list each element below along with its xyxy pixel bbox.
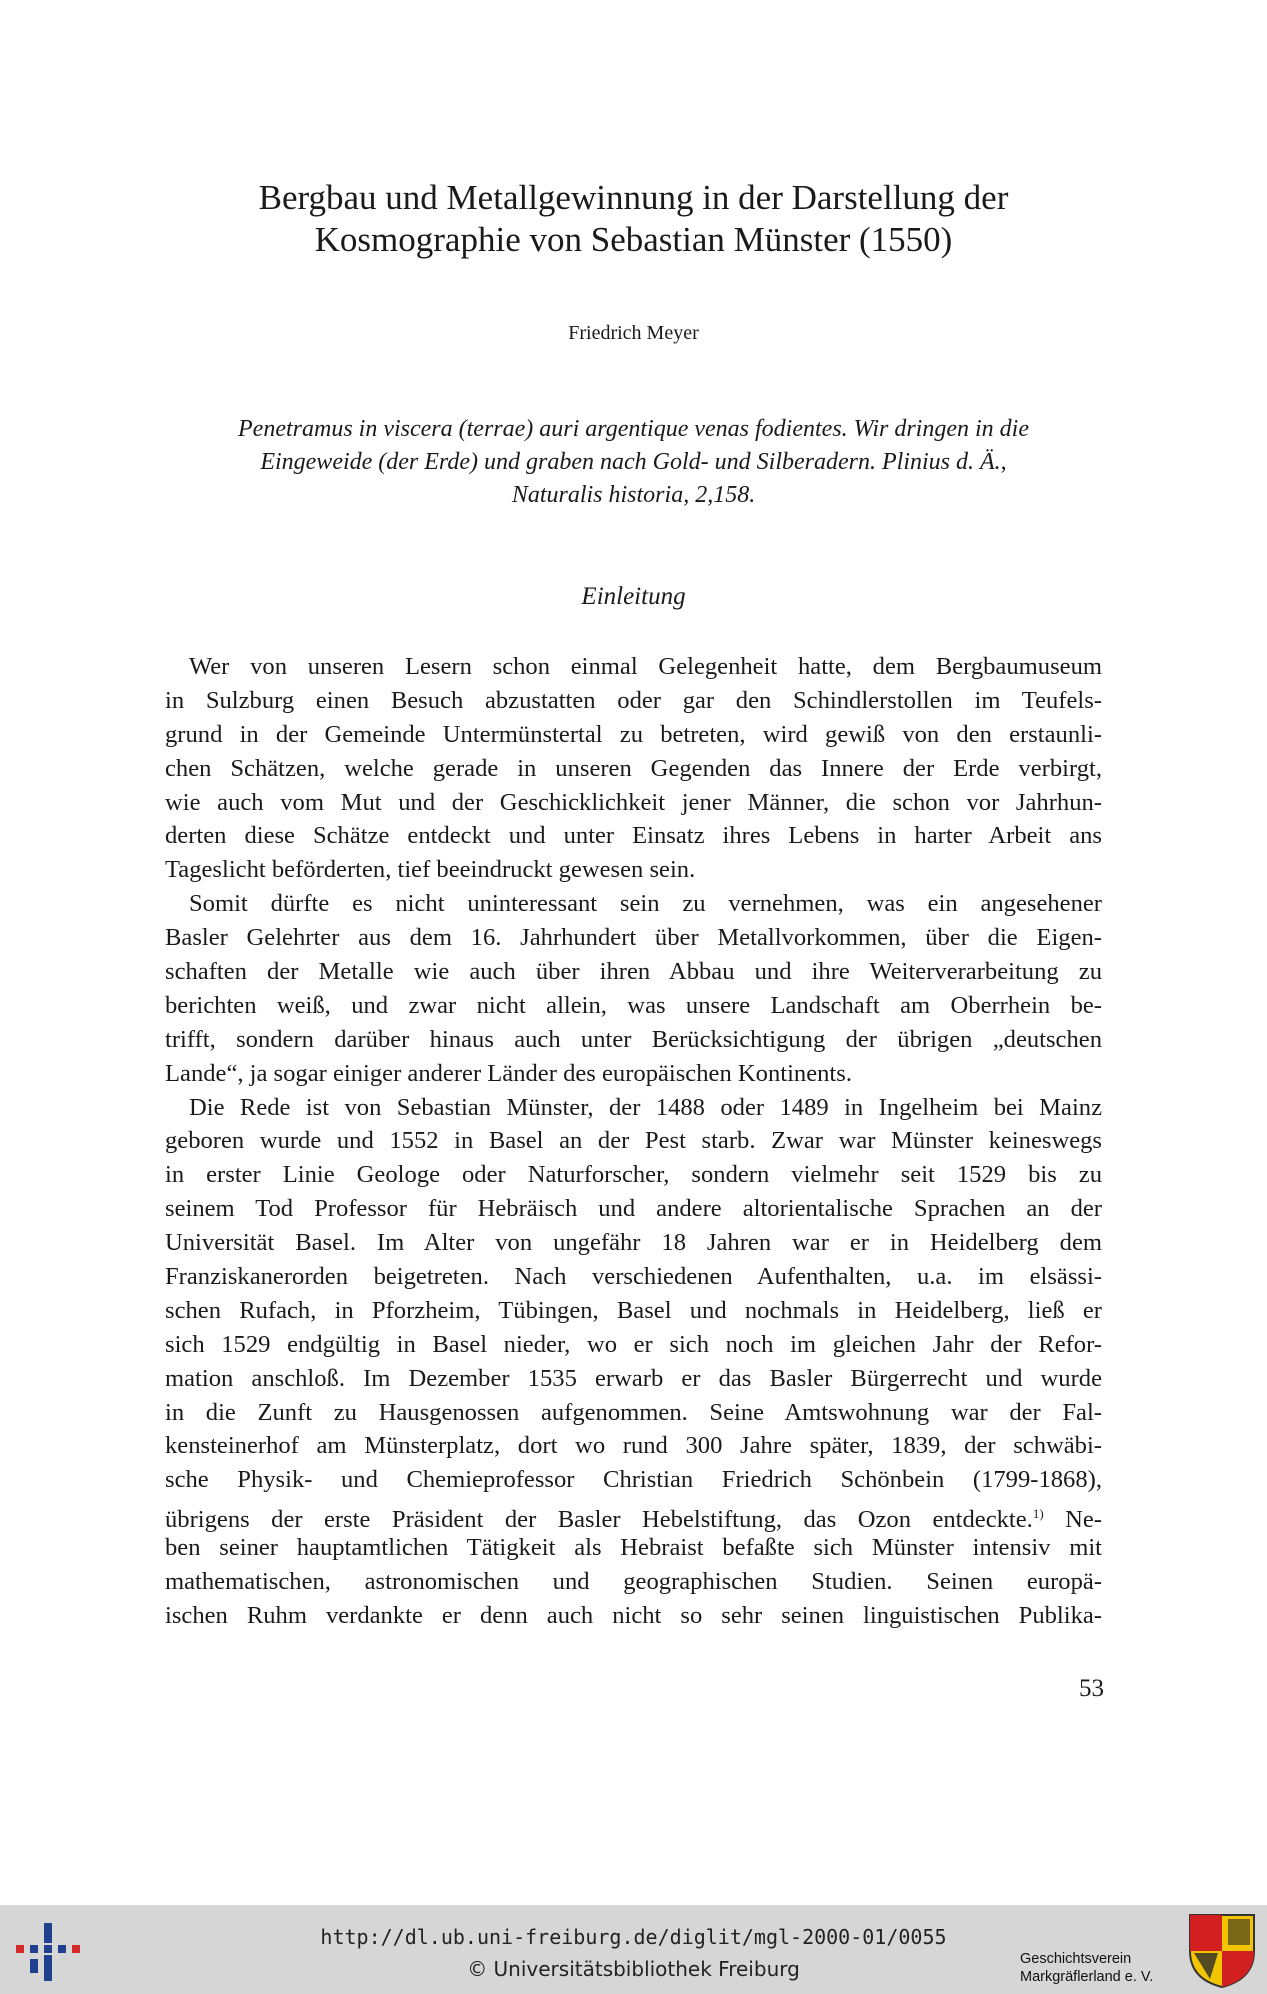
body-line: Universität Basel. Im Alter von ungefähr 18 Jahren war er in Heidelberg dem bbox=[165, 1229, 1102, 1257]
library-logo-icon bbox=[14, 1915, 84, 1985]
coat-of-arms-icon bbox=[1188, 1913, 1256, 1989]
epigraph bbox=[150, 413, 1117, 512]
body-line: ischen Ruhm verdankte er denn auch nicht so sehr seinen linguistischen Publika- bbox=[165, 1601, 1102, 1629]
body-line: Tageslicht beförderten, tief beeindruckt gewesen sein. bbox=[165, 856, 696, 884]
body-line: Somit dürfte es nicht uninteressant sein zu vernehmen, was ein angesehener bbox=[189, 890, 1102, 918]
body-line: berichten weiß, und zwar nicht allein, was unsere Landschaft am Oberrhein be- bbox=[165, 991, 1102, 1019]
body-line: schaften der Metalle wie auch über ihren Abbau und ihre Weiterverarbeitung zu bbox=[165, 958, 1102, 986]
body-line: geboren wurde und 1552 in Basel an der Pest starb. Zwar war Münster keineswegs bbox=[165, 1127, 1102, 1155]
document-url[interactable]: http://dl.ub.uni-freiburg.de/diglit/mgl-2000-01/0055 bbox=[320, 1925, 947, 1949]
footer-bar bbox=[0, 1905, 1267, 1994]
article-title bbox=[160, 177, 1107, 261]
body-line: seinem Tod Professor für Hebräisch und andere altorientalische Sprachen an der bbox=[165, 1195, 1102, 1223]
body-line: sich 1529 endgültig in Basel nieder, wo er sich noch im gleichen Jahr der Refor- bbox=[165, 1330, 1102, 1358]
body-line: Franziskanerorden beigetreten. Nach verschiedenen Aufenthalten, u.a. im elsässi- bbox=[165, 1263, 1102, 1291]
society-name bbox=[1020, 1950, 1153, 1986]
society-line-2: Markgräflerland e. V. bbox=[1020, 1969, 1154, 1985]
author-name: Friedrich Meyer bbox=[568, 322, 699, 344]
body-line: Lande“, ja sogar einiger anderer Länder des europäischen Kontinents. bbox=[165, 1059, 852, 1087]
body-text bbox=[165, 650, 1102, 1633]
body-line-with-footnote bbox=[165, 1497, 1102, 1534]
page-number: 53 bbox=[1079, 1675, 1104, 1702]
body-line: Wer von unseren Lesern schon einmal Gelegenheit hatte, dem Bergbaumuseum bbox=[189, 653, 1102, 680]
copyright-notice: © Universitätsbibliothek Freiburg bbox=[467, 1957, 800, 1981]
body-line: Die Rede ist von Sebastian Münster, der 1488 oder 1489 in Ingelheim bei Mainz bbox=[189, 1093, 1102, 1121]
footnote-marker: 1) bbox=[1032, 1506, 1044, 1522]
body-line: schen Rufach, in Pforzheim, Tübingen, Basel und nochmals in Heidelberg, ließ er bbox=[165, 1296, 1102, 1324]
body-line: in erster Linie Geologe oder Naturforscher, sondern vielmehr seit 1529 bis zu bbox=[165, 1161, 1102, 1189]
epigraph-line-3: Naturalis historia, 2,158. bbox=[511, 482, 756, 508]
body-line: in Sulzburg einen Besuch abzustatten oder gar den Schindlerstollen im Teufels- bbox=[165, 686, 1102, 714]
body-line: kensteinerhof am Münsterplatz, dort wo rund 300 Jahre später, 1839, der schwäbi- bbox=[165, 1432, 1102, 1460]
body-line: mathematischen, astronomischen und geographischen Studien. Seinen europä- bbox=[165, 1568, 1102, 1596]
body-line-tail: Ne- bbox=[1065, 1506, 1102, 1534]
body-line: in die Zunft zu Hausgenossen aufgenommen. Seine Amtswohnung war der Fal- bbox=[165, 1398, 1102, 1426]
body-line: Basler Gelehrter aus dem 16. Jahrhundert über Metallvorkommen, über die Eigen- bbox=[165, 924, 1102, 952]
society-line-1: Geschichtsverein bbox=[1020, 1951, 1132, 1967]
epigraph-line-2: Eingeweide (der Erde) und graben nach Gold- und Silberadern. Plinius d. Ä., bbox=[260, 449, 1007, 475]
section-heading: Einleitung bbox=[581, 583, 686, 610]
body-line: trifft, sondern darüber hinaus auch unter Berücksichtigung der übrigen „deutschen bbox=[165, 1025, 1102, 1053]
body-line: mation anschloß. Im Dezember 1535 erwarb er das Basler Bürgerrecht und wurde bbox=[165, 1364, 1102, 1392]
epigraph-line-1: Penetramus in viscera (terrae) auri argentique venas fodientes. Wir dringen in die bbox=[238, 416, 1029, 442]
body-line: chen Schätzen, welche gerade in unseren Gegenden das Innere der Erde verbirgt, bbox=[165, 754, 1102, 782]
body-line: sche Physik- und Chemieprofessor Christian Friedrich Schönbein (1799-1868), bbox=[165, 1466, 1102, 1494]
body-line: wie auch vom Mut und der Geschicklichkeit jener Männer, die schon vor Jahrhun- bbox=[165, 788, 1102, 816]
body-line: derten diese Schätze entdeckt und unter Einsatz ihres Lebens in harter Arbeit ans bbox=[165, 822, 1102, 850]
body-line: ben seiner hauptamtlichen Tätigkeit als Hebraist befaßte sich Münster intensiv mit bbox=[165, 1534, 1102, 1562]
body-line-text: übrigens der erste Präsident der Basler Hebelstiftung, das Ozon entdeckte. bbox=[165, 1506, 1033, 1534]
title-line-2: Kosmographie von Sebastian Münster (1550) bbox=[314, 220, 953, 259]
title-line-1: Bergbau und Metallgewinnung in der Darstellung der bbox=[258, 178, 1009, 217]
body-line: grund in der Gemeinde Untermünstertal zu betreten, wird gewiß von den erstaunli- bbox=[165, 720, 1102, 748]
